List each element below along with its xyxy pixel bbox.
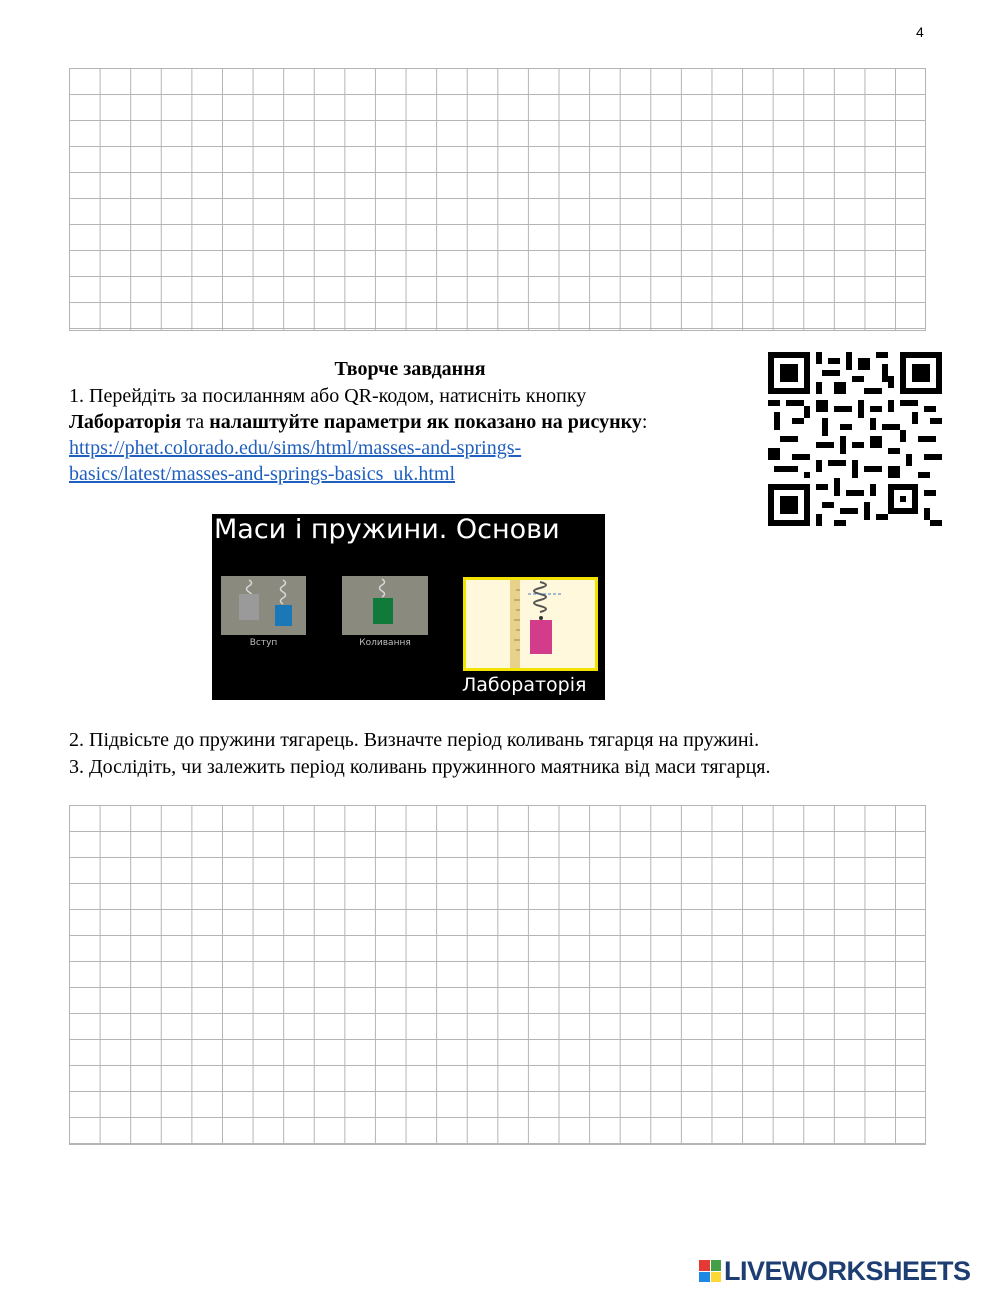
task-title: Творче завдання [334,358,486,380]
simulation-link-line-2[interactable]: basics/latest/masses-and-springs-basics_uk.html [69,463,456,485]
spring-intro-icon [221,576,306,635]
screen-oscillation-tile[interactable] [342,576,428,635]
setup-instruction: налаштуйте параметри як показано на рисунку [209,411,642,433]
simulation-link-line-1[interactable]: https://phet.colorado.edu/sims/html/masses-and-springs- [69,437,522,459]
answer-grid-bottom[interactable] [69,805,926,1145]
qr-code-icon[interactable] [768,352,942,526]
step-1-connector: та [181,411,210,433]
logo-mark-icon [699,1260,721,1282]
spring-lab-icon [466,580,595,668]
screen-lab-label: Лабораторія [462,674,587,696]
answer-grid-top[interactable] [69,68,926,331]
page-number: 4 [916,24,924,40]
liveworksheets-logo[interactable] [699,1254,971,1288]
step-3-text: 3. Дослідіть, чи залежить період коливань пружинного маятника від маси тягарця. [69,756,771,778]
simulation-screenshot [212,514,605,700]
spring-oscillation-icon [342,576,428,635]
screen-intro-tile[interactable] [221,576,306,635]
step-1-intro: 1. Перейдіть за посиланням або QR-кодом, натисніть кнопку [69,385,587,407]
logo-text: LIVEWORKSHEETS [724,1255,971,1286]
step-2-text: 2. Підвісьте до пружини тягарець. Визначте період коливань тягарця на пружині. [69,729,760,751]
simulation-title: Маси і пружини. Основи [214,514,560,545]
step-1-colon: : [641,411,648,433]
step-1-instructions [69,411,647,434]
lab-button-name: Лабораторія [69,411,182,433]
screen-lab-tile[interactable] [463,577,598,671]
step-1-text [69,385,586,408]
screen-oscillation-label: Коливання [359,638,411,648]
screen-intro-label: Вступ [249,638,278,648]
